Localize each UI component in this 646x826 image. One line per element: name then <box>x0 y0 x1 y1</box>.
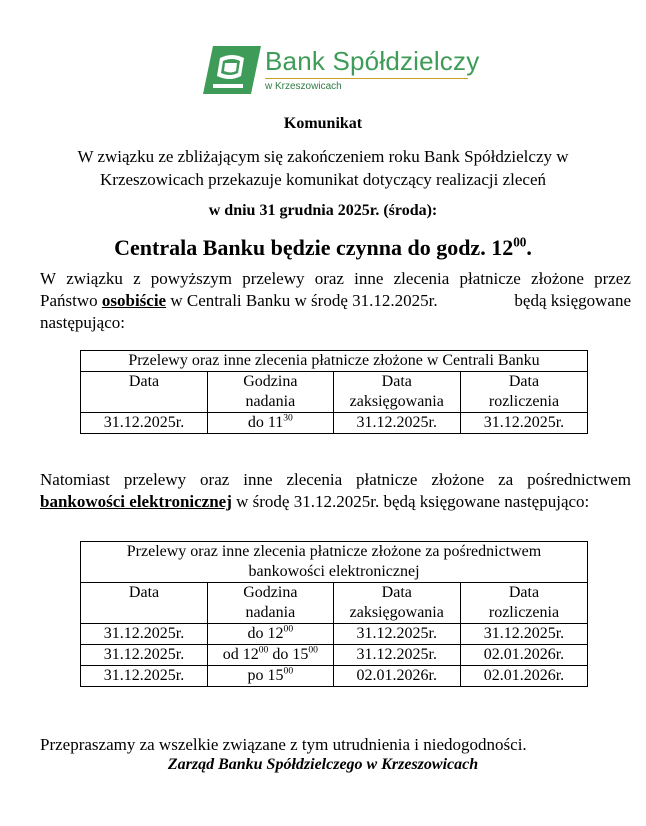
word: Natomiast <box>40 470 110 489</box>
table-row: 31.12.2025r. do $11^{30}$ 31.12.2025r. 31.12.2025r. <box>81 413 588 434</box>
logo-divider <box>265 78 468 79</box>
paragraph-online-line-1 <box>40 470 631 492</box>
signature: Zarząd Banku Spółdzielczego w Krzeszowicach <box>167 756 479 773</box>
paragraph-branch-line-2: Państwo osobiście w Centrali Banku w środę 31.12.2025r. będą księgowane <box>40 291 631 310</box>
header-time: Godzina nadania <box>208 583 334 624</box>
paragraph-online-line-2: bankowości elektronicznej w środę 31.12.2025r. będą księgowane następująco: <box>40 492 590 511</box>
emphasis-online-banking: bankowości elektronicznej <box>40 492 232 511</box>
word: złożone <box>531 269 584 288</box>
header-date: Data <box>81 372 208 413</box>
header-date: Data <box>81 583 208 624</box>
intro-line-2: Krzeszowicach przekazuje komunikat dotyczący realizacji zleceń <box>100 170 546 189</box>
word: inne <box>243 470 273 489</box>
word: złożone <box>431 470 485 489</box>
word: powyższym <box>150 269 233 288</box>
bank-logo <box>203 44 483 96</box>
table-caption: Przelewy oraz inne zlecenia płatnicze złożone w Centrali Banku <box>81 351 588 372</box>
word: oraz <box>314 269 344 288</box>
emphasis-in-person: osobiście <box>101 291 167 310</box>
table-row: 31.12.2025r. po $15^{00}$ 02.01.2026r. 02.01.2026r. <box>81 666 588 687</box>
paragraph-online <box>40 470 631 514</box>
word: zlecenia <box>393 269 450 288</box>
bank-name: Bank Spółdzielczy <box>265 46 480 76</box>
table-row: 31.12.2025r. do $12^{00}$ 31.12.2025r. 31.12.2025r. <box>81 624 588 645</box>
bank-location: w Krzeszowicach <box>265 81 342 92</box>
word: z <box>133 269 141 288</box>
word: przez <box>594 269 631 288</box>
header-booked: Data zaksięgowania <box>333 372 460 413</box>
header-settled: Data rozliczenia <box>460 372 587 413</box>
word: inne <box>354 269 384 288</box>
branch-orders-table <box>80 350 588 434</box>
word: W <box>40 269 57 288</box>
table-header-row <box>81 372 588 413</box>
word: związku <box>66 269 123 288</box>
word: oraz <box>200 470 230 489</box>
bank-logo-icon <box>203 44 261 96</box>
date-line: w dniu 31 grudnia 2025r. (środa): <box>208 202 438 219</box>
word: zlecenia <box>286 470 343 489</box>
word: przelewy <box>242 269 305 288</box>
word: płatnicze <box>459 269 521 288</box>
word: za <box>498 470 514 489</box>
paragraph-branch-line-3: następująco: <box>40 313 125 332</box>
headline: Centrala Banku będzie czynna do godz. $12^{00}$. <box>114 234 532 260</box>
apology-text: Przepraszamy za wszelkie związane z tym utrudnienia i niedogodności. <box>40 735 527 754</box>
header-settled: Data rozliczenia <box>460 583 587 624</box>
table-header-row <box>81 583 588 624</box>
table-row: 31.12.2025r. od $12^{00}$ do $15^{00}$ 31.12.2025r. 02.01.2026r. <box>81 645 588 666</box>
header-time: Godzina nadania <box>208 372 334 413</box>
word: pośrednictwem <box>527 470 631 489</box>
online-orders-table <box>80 541 588 687</box>
paragraph-branch-line-1 <box>40 269 631 291</box>
page-title: Komunikat <box>283 115 363 132</box>
table-caption: Przelewy oraz inne zlecenia płatnicze złożone za pośrednictwem bankowości elektronicznej <box>81 542 588 583</box>
word: płatnicze <box>356 470 418 489</box>
paragraph-branch <box>40 269 631 335</box>
word: przelewy <box>123 470 187 489</box>
intro-line-1: W związku ze zbliżającym się zakończeniem roku Bank Spółdzielczy w <box>77 147 569 166</box>
header-booked: Data zaksięgowania <box>333 583 460 624</box>
